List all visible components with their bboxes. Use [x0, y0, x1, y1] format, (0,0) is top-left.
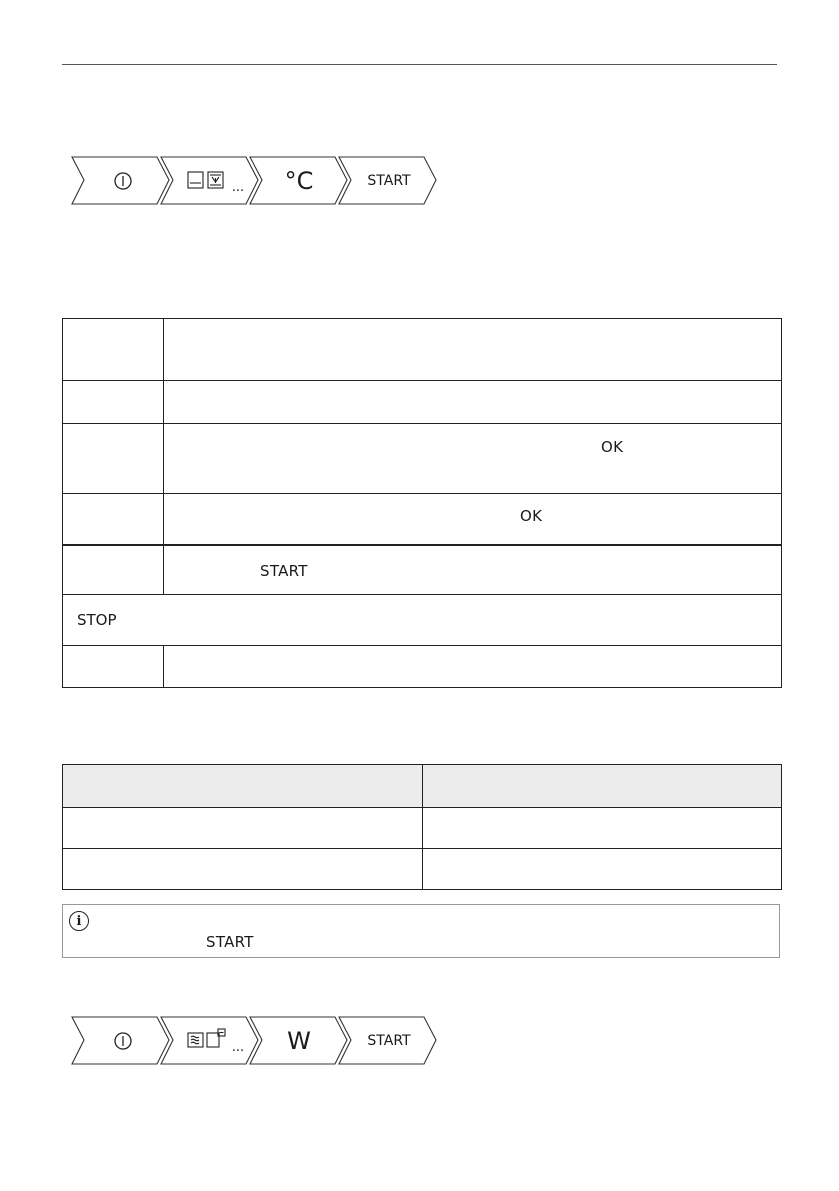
- stop-row-text: STOP: [63, 595, 782, 646]
- options-table: [62, 764, 782, 890]
- top-rule: [62, 64, 777, 65]
- table-row: [63, 808, 782, 849]
- table-cell: [63, 808, 423, 849]
- step-number: [63, 381, 164, 424]
- table-row: [63, 424, 782, 494]
- table-row: [63, 545, 782, 595]
- table-row: [63, 381, 782, 424]
- table-row: [63, 849, 782, 890]
- flow-step-power: W: [287, 1027, 311, 1055]
- table-cell: [423, 849, 782, 890]
- table-row: [63, 319, 782, 381]
- step-number: [63, 424, 164, 494]
- table-row: [63, 646, 782, 688]
- flow-step-more: ...: [231, 1039, 245, 1055]
- operation-flow-microwave: [70, 1016, 440, 1066]
- start-keyword: START: [206, 933, 254, 951]
- step-text: [164, 319, 782, 381]
- step-text: [164, 646, 782, 688]
- flow-step-shape: [72, 1017, 169, 1064]
- step-number: [63, 319, 164, 381]
- microwave-modes-icon: [188, 1029, 225, 1047]
- ok-keyword: OK: [601, 438, 624, 456]
- table-row: [63, 494, 782, 545]
- step-text: [164, 381, 782, 424]
- flow-step-shape: [72, 157, 169, 204]
- info-note: [62, 904, 780, 958]
- flow-step-start: START: [367, 173, 411, 189]
- step-number: [63, 646, 164, 688]
- step-text-cell: [164, 494, 782, 545]
- oven-heating-modes-icon: [188, 172, 223, 188]
- table-cell: [63, 849, 423, 890]
- steps-table: [62, 318, 782, 688]
- ok-keyword: OK: [520, 507, 543, 525]
- flow-step-more: ...: [231, 179, 245, 195]
- power-icon: [115, 1033, 131, 1049]
- info-icon: i: [69, 911, 89, 931]
- step-text-cell: [164, 545, 782, 595]
- table-row: [63, 595, 782, 646]
- step-text-cell: [164, 424, 782, 494]
- table-cell: [423, 808, 782, 849]
- step-number: [63, 494, 164, 545]
- flow-step-temperature: °C: [284, 167, 314, 195]
- flow-step-start: START: [367, 1033, 411, 1049]
- start-keyword: START: [260, 561, 308, 580]
- table-header-row: [63, 765, 782, 808]
- column-header: [423, 765, 782, 808]
- operation-flow-oven: [70, 156, 440, 206]
- power-icon: [115, 173, 131, 189]
- step-number: [63, 545, 164, 595]
- column-header: [63, 765, 423, 808]
